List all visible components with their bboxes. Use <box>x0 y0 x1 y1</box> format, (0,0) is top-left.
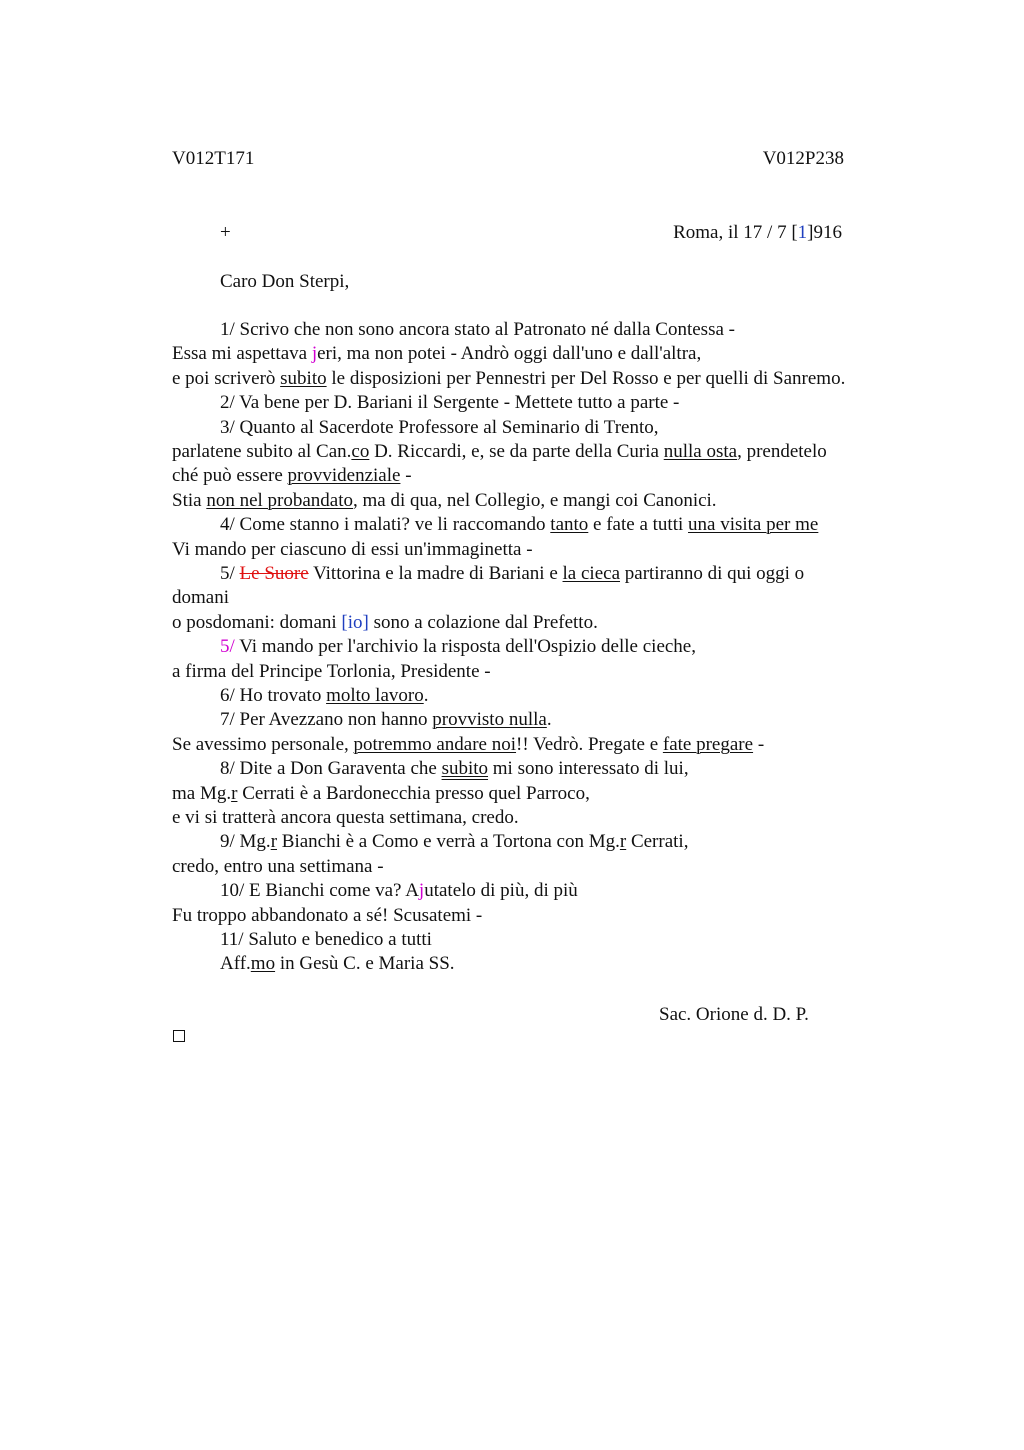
line-segment: 6/ Ho trovato <box>220 685 327 706</box>
line-segment: Le Suore <box>239 563 309 584</box>
line-segment: partiranno di qui oggi o <box>620 563 805 584</box>
line-segment: domani <box>172 587 229 609</box>
line-segment: Cerrati, <box>626 831 689 853</box>
line-segment: r <box>270 831 278 853</box>
line-segment: 3/ Quanto al Sacerdote Professore al Seminario di Trento, <box>220 416 659 438</box>
line-segment: Vittorina e la madre di Bariani e <box>308 563 563 584</box>
end-mark-box <box>173 1030 185 1042</box>
letter-line <box>172 733 764 757</box>
greeting: Caro Don Sterpi, <box>220 271 350 292</box>
line-segment: e fate a tutti <box>588 514 689 536</box>
line-segment: mo <box>250 953 276 975</box>
line-segment: nulla osta <box>663 441 738 462</box>
line-segment: o posdomani: domani <box>172 611 342 633</box>
line-segment: Essa mi aspettava <box>172 343 312 365</box>
line-segment: 5/ <box>220 563 240 584</box>
letter-line <box>172 464 412 488</box>
line-segment: molto lavoro <box>326 685 424 706</box>
line-segment: parlatene subito al Can. <box>172 441 352 462</box>
line-segment: Cerrati è a Bardonecchia presso quel Parroco, <box>237 782 590 804</box>
letter-line <box>220 757 689 781</box>
line-segment: la cieca <box>562 563 621 584</box>
line-segment: ma Mg. <box>172 782 232 804</box>
letter-line <box>172 342 701 366</box>
line-segment: 1/ Scrivo che non sono ancora stato al Patronato né dalla Contessa - <box>220 319 735 340</box>
line-segment: eri, ma non potei - Andrò oggi dall'uno e dall'altra, <box>317 343 702 365</box>
line-segment: 4/ Come stanno i malati? ve li raccomando <box>220 514 551 536</box>
letter-line <box>220 684 428 708</box>
line-segment: j <box>418 880 425 902</box>
line-segment: . <box>546 709 552 731</box>
letter-line <box>172 489 717 513</box>
letter-date <box>673 221 842 245</box>
line-segment: subito <box>280 367 327 389</box>
line-segment: utatelo di più, di più <box>424 880 578 902</box>
line-segment: . <box>423 685 429 706</box>
line-segment: 7/ Per Avezzano non hanno <box>220 709 433 731</box>
date-after: ]916 <box>807 222 842 243</box>
line-segment: - <box>753 733 765 755</box>
letter-line <box>220 318 735 342</box>
left-code: V012T171 <box>172 148 255 169</box>
line-segment: provvisto nulla <box>432 709 547 731</box>
letter-line <box>220 928 432 952</box>
line-segment: Aff. <box>220 953 251 975</box>
letter-line <box>220 391 679 415</box>
date-before: Roma, il 17 / 7 [ <box>673 222 798 243</box>
line-segment: 8/ Dite a Don Garaventa che <box>220 758 442 780</box>
letter-line <box>172 904 482 928</box>
line-segment: non nel probandato <box>206 489 353 511</box>
letter-line <box>172 855 384 879</box>
line-segment: subito <box>441 758 489 780</box>
line-segment: mi sono interessato di lui, <box>488 758 689 780</box>
line-segment: !! Vedrò. Pregate e <box>516 733 663 755</box>
cross-mark: + <box>220 222 231 243</box>
line-segment: provvidenziale <box>287 465 401 487</box>
line-segment: [io] <box>341 611 369 633</box>
line-segment: potremmo andare noi <box>353 733 517 755</box>
letter-line <box>220 708 552 732</box>
line-segment: r <box>231 782 238 804</box>
line-segment: 2/ Va bene per D. Bariani il Sergente - Mettete tutto a parte - <box>220 392 680 414</box>
line-segment: Fu troppo abbandonato a sé! Scusatemi - <box>172 904 483 926</box>
line-segment: le disposizioni per Pennestri per Del Rosso e per quelli di Sanremo. <box>326 367 846 389</box>
line-segment: - <box>400 465 412 487</box>
line-segment: , prendetelo <box>737 441 827 462</box>
letter-line <box>220 830 688 854</box>
line-segment: co <box>351 441 370 462</box>
letter-line <box>172 586 229 610</box>
line-segment: Se avessimo personale, <box>172 733 354 755</box>
letter-line <box>172 538 533 562</box>
letter-line <box>220 635 696 659</box>
line-segment: in Gesù C. e Maria SS. <box>275 953 455 975</box>
letter-line <box>220 879 578 903</box>
line-segment: fate pregare <box>662 733 754 755</box>
letter-line <box>172 440 827 464</box>
letter-line <box>172 660 491 684</box>
line-segment: D. Riccardi, e, se da parte della Curia <box>369 441 664 462</box>
letter-line <box>172 806 519 830</box>
line-segment: j <box>311 343 318 365</box>
line-segment: a firma del Principe Torlonia, Presidente - <box>172 660 491 682</box>
line-segment: 11/ Saluto e benedico a tutti <box>220 929 432 950</box>
line-segment: 10/ E Bianchi come va? A <box>220 880 419 902</box>
line-segment: Vi mando per l'archivio la risposta dell'Ospizio delle cieche, <box>234 636 696 658</box>
letter-line <box>220 562 804 586</box>
line-segment: ché può essere <box>172 465 288 487</box>
line-segment: Vi mando per ciascuno di essi un'immaginetta - <box>172 538 533 560</box>
letter-line <box>220 513 818 537</box>
line-segment: tanto <box>550 514 589 536</box>
letter-line <box>172 611 598 635</box>
line-segment: e vi si tratterà ancora questa settimana, credo. <box>172 807 519 828</box>
line-segment: Stia <box>172 489 207 511</box>
line-segment: r <box>619 831 627 853</box>
letter-line <box>172 782 590 806</box>
line-segment: 5/ <box>220 636 235 658</box>
letter-line <box>220 952 455 976</box>
right-code: V012P238 <box>762 148 844 169</box>
letter-line <box>220 416 659 440</box>
letter-line <box>172 367 845 391</box>
line-segment: 9/ Mg. <box>220 831 271 853</box>
line-segment: sono a colazione dal Prefetto. <box>368 611 598 633</box>
line-segment: , ma di qua, nel Collegio, e mangi coi Canonici. <box>353 489 717 511</box>
line-segment: credo, entro una settimana - <box>172 855 384 877</box>
date-digit: 1 <box>797 222 808 243</box>
line-segment: Bianchi è a Como e verrà a Tortona con Mg. <box>277 831 620 853</box>
signature: Sac. Orione d. D. P. <box>659 1004 809 1025</box>
line-segment: e poi scriverò <box>172 367 281 389</box>
line-segment: una visita per me <box>688 514 819 536</box>
